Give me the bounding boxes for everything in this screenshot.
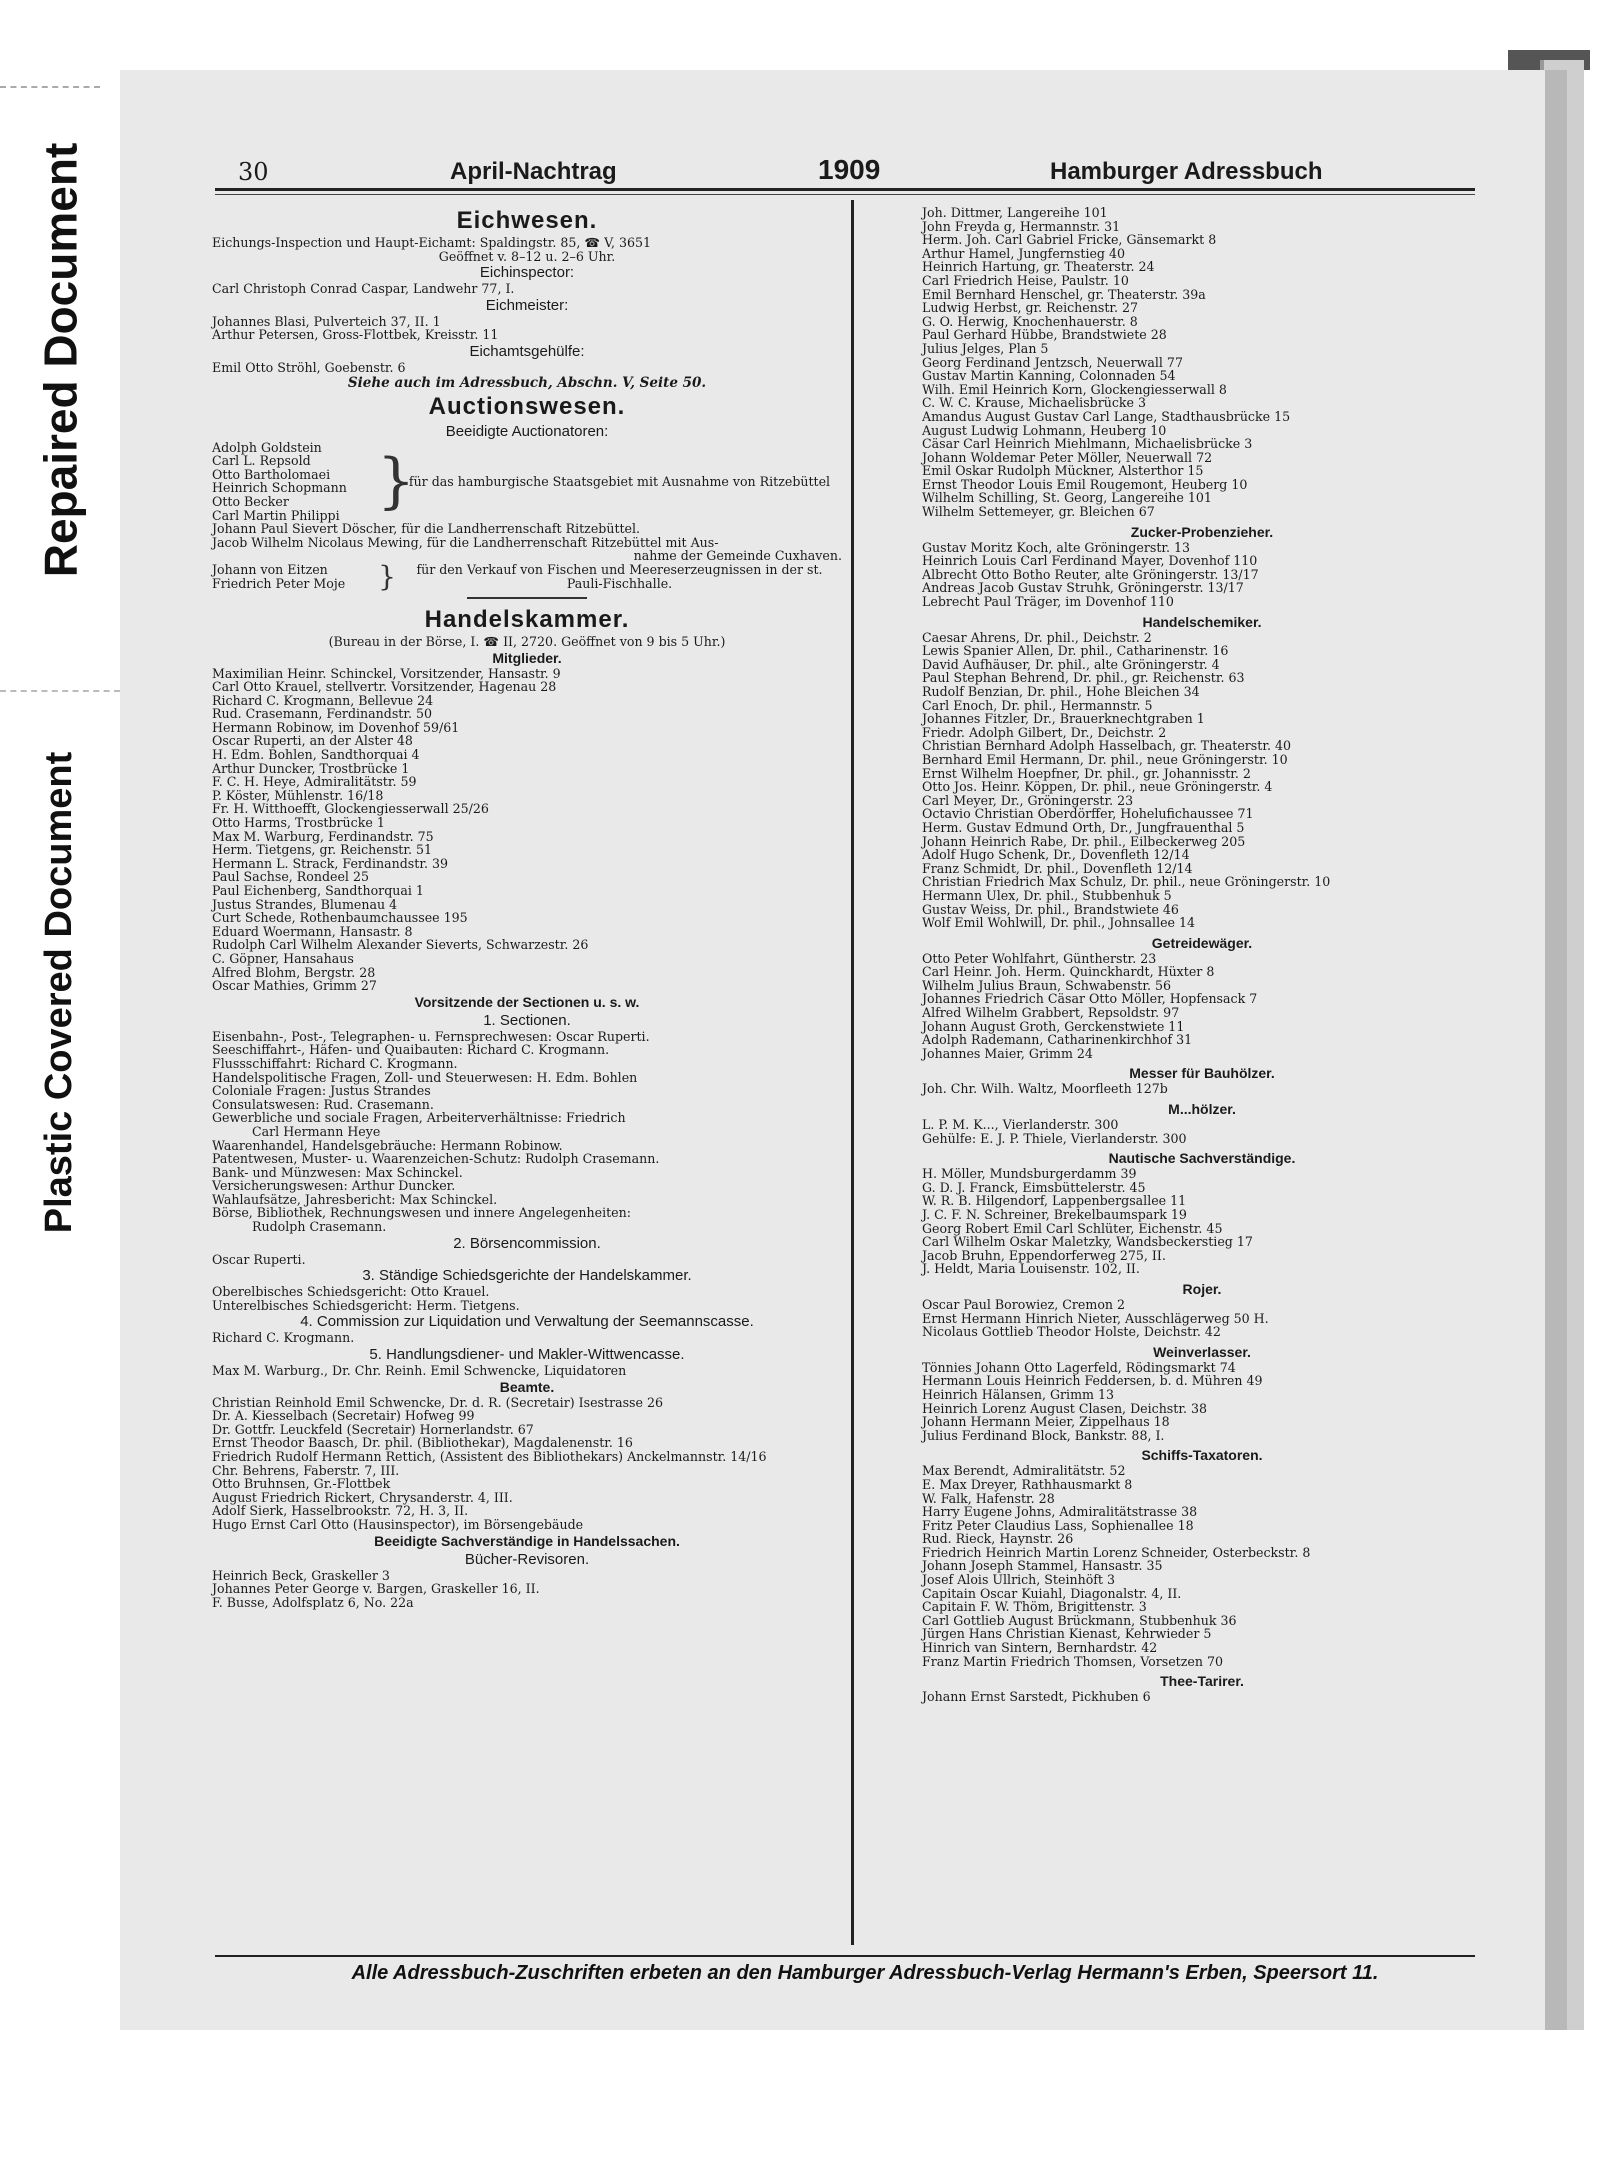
listing-entry: Richard C. Krogmann, Bellevue 24 — [212, 692, 434, 708]
listing-entry: Emil Bernhard Henschel, gr. Theaterstr. 39a — [922, 286, 1206, 302]
listing-entry: Dr. A. Kiesselbach (Secretair) Hofweg 99 — [212, 1408, 475, 1424]
listing-entry: Arthur Petersen, Gross-Flottbek, Kreisstr. 11 — [212, 327, 499, 343]
listing-entry: Heinrich Hälansen, Grimm 13 — [922, 1386, 1114, 1402]
listing-entry: C. W. C. Krause, Michaelisbrücke 3 — [922, 395, 1147, 411]
subsection-heading: Eichmeister: — [485, 296, 569, 314]
listing-entry: Albrecht Otto Botho Reuter, alte Gröningerstr. 13/17 — [922, 566, 1259, 582]
listing-entry: Max M. Warburg., Dr. Chr. Reinh. Emil Schwencke, Liquidatoren — [212, 1363, 627, 1379]
listing-entry: Handelspolitische Fragen, Zoll- und Steuerwesen: H. Edm. Bohlen — [212, 1069, 638, 1085]
right-column — [922, 206, 1482, 1704]
subsection-heading: 5. Handlungsdiener- und Makler-Wittwencasse. — [369, 1346, 685, 1364]
listing-entry: Johannes Blasi, Pulverteich 37, II. 1 — [212, 313, 441, 329]
listing-entry: Arthur Hamel, Jungfernstieg 40 — [922, 245, 1126, 261]
listing-entry: Capitain F. W. Thöm, Brigittenstr. 3 — [922, 1599, 1147, 1615]
listing-entry: Oscar Mathies, Grimm 27 — [212, 978, 377, 994]
listing-entry: Heinrich Hartung, gr. Theaterstr. 24 — [922, 259, 1155, 275]
brace-mark: } — [377, 446, 416, 517]
listing-entry: Justus Strandes, Blumenau 4 — [212, 896, 398, 912]
brace-mark: } — [378, 559, 396, 593]
side-label-text: Plastic Covered Document — [38, 751, 81, 1233]
listing-entry: Wilhelm Julius Braun, Schwabenstr. 56 — [922, 977, 1172, 993]
listing-entry: Waarenhandel, Handelsgebräuche: Hermann Robinow. — [212, 1137, 563, 1153]
listing-entry: Cäsar Carl Heinrich Miehlmann, Michaelisbrücke 3 — [922, 436, 1253, 452]
listing-entry: Alfred Blohm, Bergstr. 28 — [212, 964, 376, 980]
listing-entry: Franz Martin Friedrich Thomsen, Vorsetzen 70 — [922, 1653, 1223, 1669]
listing-entry: Bank- und Münzwesen: Max Schinckel. — [212, 1164, 463, 1180]
category-heading: M...hölzer. — [1168, 1101, 1236, 1118]
listing-entry: Emil Oskar Rudolph Mückner, Alsterthor 15 — [922, 463, 1204, 479]
listing-entry: Johann Ernst Sarstedt, Pickhuben 6 — [922, 1689, 1151, 1705]
listing-entry: Johannes Peter George v. Bargen, Graskeller 16, II. — [212, 1581, 540, 1597]
group-heading: Beamte. — [499, 1378, 555, 1395]
group-heading: Vorsitzende der Sectionen u. s. w. — [414, 993, 640, 1010]
category-heading: Weinverlasser. — [1153, 1343, 1251, 1360]
listing-entry: Adolph Goldstein — [212, 439, 322, 455]
listing-entry: Adolph Rademann, Catharinenkirchhof 31 — [922, 1032, 1193, 1048]
listing-entry: Fritz Peter Claudius Lass, Sophienallee 18 — [922, 1517, 1194, 1533]
listing-entry: Paul Sachse, Rondeel 25 — [212, 869, 369, 885]
section-heading: Auctionswesen. — [428, 392, 626, 420]
listing-entry: Joh. Chr. Wilh. Waltz, Moorfleeth 127b — [922, 1081, 1168, 1097]
name-list — [212, 441, 377, 523]
listing-entry: David Aufhäuser, Dr. phil., alte Gröningerstr. 4 — [922, 656, 1220, 672]
name-list — [212, 563, 377, 590]
listing-entry: Capitain Oscar Kuiahl, Diagonalstr. 4, II. — [922, 1585, 1182, 1601]
listing-entry: F. Busse, Adolfsplatz 6, No. 22a — [212, 1594, 414, 1610]
group-heading: Beeidigte Sachverständige in Handelssachen. — [374, 1532, 680, 1549]
listing-entry: J. C. F. N. Schreiner, Brekelbaumspark 19 — [922, 1207, 1187, 1222]
category-heading: Handelschemiker. — [1142, 613, 1262, 630]
listing-entry: Oscar Ruperti, an der Alster 48 — [212, 733, 413, 749]
listing-entry: Adolf Sierk, Hasselbrookstr. 72, H. 3, II. — [212, 1503, 469, 1519]
listing-entry: Tönnies Johann Otto Lagerfeld, Rödingsmarkt 74 — [922, 1359, 1236, 1375]
listing-entry: Carl Martin Philippi — [212, 507, 340, 523]
listing-entry: August Friedrich Rickert, Chrysanderstr. 4, III. — [212, 1489, 513, 1505]
listing-entry: Carl Gottlieb August Brückmann, Stubbenhuk 36 — [922, 1612, 1237, 1628]
subsection-heading: 2. Börsencommission. — [453, 1234, 601, 1252]
header-rule-thin — [215, 194, 1475, 195]
listing-entry: Johannes Maier, Grimm 24 — [922, 1045, 1093, 1061]
subsection-heading: Beeidigte Auctionatoren: — [445, 422, 609, 440]
footer-notice: Alle Adressbuch-Zuschriften erbeten an den Hamburger Adressbuch-Verlag Hermann's Erben, Speersort 11. — [351, 1962, 1379, 1984]
listing-entry: Herm. Joh. Carl Gabriel Fricke, Gänsemarkt 8 — [922, 232, 1217, 248]
listing-entry: J. Heldt, Maria Louisenstr. 102, II. — [922, 1261, 1140, 1277]
listing-entry: Carl Friedrich Heise, Paulstr. 10 — [922, 272, 1129, 288]
listing-entry: Gustav Weiss, Dr. phil., Brandstwiete 46 — [922, 901, 1179, 917]
listing-entry: Gehülfe: E. J. P. Thiele, Vierlanderstr. 300 — [922, 1130, 1187, 1146]
group-heading: Mitglieder. — [492, 649, 562, 666]
listing-entry: Dr. Gottfr. Leuckfeld (Secretair) Hornerlandstr. 67 — [212, 1421, 534, 1437]
listing-entry: Hinrich van Sintern, Bernhardstr. 42 — [922, 1640, 1158, 1656]
listing-entry: Rudolph Crasemann. — [252, 1219, 387, 1235]
category-heading: Nautische Sachverständige. — [1108, 1150, 1296, 1167]
listing-entry: Jacob Wilhelm Nicolaus Mewing, für die Landherrenschaft Ritzebüttel mit Aus- — [212, 534, 719, 550]
listing-entry: Johann Hermann Meier, Zippelhaus 18 — [922, 1414, 1170, 1430]
listing-entry: Friedrich Rudolf Hermann Rettich, (Assistent des Bibliothekars) Anckelmannstr. 14/16 — [212, 1449, 767, 1464]
brace-group — [212, 441, 842, 523]
listing-entry: Börse, Bibliothek, Rechnungswesen und innere Angelegenheiten: — [212, 1205, 631, 1221]
listing-entry: Amandus August Gustav Carl Lange, Stadthausbrücke 15 — [922, 408, 1291, 424]
centered-note: (Bureau in der Börse, I. ☎ II, 2720. Geöffnet von 9 bis 5 Uhr.) — [328, 633, 726, 649]
listing-entry: Heinrich Lorenz August Clasen, Deichstr. 38 — [922, 1400, 1208, 1416]
listing-entry: Joh. Dittmer, Langereihe 101 — [922, 205, 1108, 220]
side-label-text: Repaired Document — [34, 142, 86, 578]
divider — [467, 597, 587, 599]
listing-entry: Georg Robert Emil Carl Schlüter, Eichenstr. 45 — [922, 1220, 1223, 1236]
listing-entry: Lebrecht Paul Träger, im Dovenhof 110 — [922, 594, 1174, 610]
listing-entry: Johann von Eitzen — [212, 562, 328, 578]
category-heading: Zucker-Probenzieher. — [1130, 523, 1274, 540]
listing-entry: Otto Bruhnsen, Gr.-Flottbek — [212, 1476, 391, 1492]
listing-entry: L. P. M. K..., Vierlanderstr. 300 — [922, 1117, 1119, 1133]
listing-entry: Julius Ferdinand Block, Bankstr. 88, I. — [922, 1427, 1165, 1443]
listing-entry: Julius Jelges, Plan 5 — [922, 340, 1049, 356]
listing-entry: Lewis Spanier Allen, Dr. phil., Catharinenstr. 16 — [922, 643, 1229, 659]
listing-entry: Rudolph Carl Wilhelm Alexander Sieverts, Schwarzestr. 26 — [212, 937, 589, 953]
listing-entry: Heinrich Louis Carl Ferdinand Mayer, Dovenhof 110 — [922, 553, 1258, 569]
category-heading: Rojer. — [1182, 1280, 1222, 1297]
header-left: April-Nachtrag — [450, 158, 617, 185]
subsection-heading: 3. Ständige Schiedsgerichte der Handelskammer. — [362, 1267, 692, 1285]
category-heading: Thee-Tarirer. — [1160, 1673, 1244, 1690]
listing-entry: Harry Eugene Johns, Admiralitätstrasse 38 — [922, 1504, 1198, 1520]
subsection-heading: 1. Sectionen. — [483, 1011, 571, 1029]
category-heading: Getreidewäger. — [1151, 934, 1253, 951]
listing-entry: Octavio Christian Oberdörffer, Hohelufichaussee 71 — [922, 806, 1254, 822]
category-heading: Schiffs-Taxatoren. — [1141, 1447, 1263, 1464]
header-year: 1909 — [818, 154, 881, 185]
listing-entry: Versicherungswesen: Arthur Duncker. — [212, 1178, 456, 1194]
listing-entry: Maximilian Heinr. Schinckel, Vorsitzender, Hansastr. 9 — [212, 665, 561, 681]
left-column — [212, 206, 842, 1609]
listing-entry: Oberelbisches Schiedsgericht: Otto Krauel. — [212, 1284, 490, 1300]
side-label-plastic — [0, 690, 120, 1292]
listing-entry: Herm. Gustav Edmund Orth, Dr., Jungfrauenthal 5 — [922, 819, 1245, 835]
listing-entry: Rud. Rieck, Haynstr. 26 — [922, 1531, 1074, 1547]
subsection-heading: Eichinspector: — [479, 264, 575, 282]
listing-entry: Richard C. Krogmann. — [212, 1330, 355, 1346]
listing-entry: Georg Ferdinand Jentzsch, Neuerwall 77 — [922, 354, 1183, 370]
listing-entry: Consulatswesen: Rud. Crasemann. — [212, 1096, 434, 1112]
listing-entry: Friedr. Adolph Gilbert, Dr., Deichstr. 2 — [922, 724, 1167, 740]
listing-entry: Ernst Theodor Louis Emil Rougemont, Heuberg 10 — [922, 476, 1248, 492]
brace-group — [212, 559, 842, 593]
footer-rule — [215, 1955, 1475, 1957]
section-heading: Eichwesen. — [456, 207, 598, 234]
listing-entry: Ludwig Herbst, gr. Reichenstr. 27 — [922, 300, 1139, 316]
listing-entry: Otto Bartholomaei — [212, 466, 331, 482]
centered-note: Geöffnet v. 8–12 u. 2–6 Uhr. — [438, 248, 616, 264]
listing-entry: Johann Joseph Stammel, Hansastr. 35 — [922, 1558, 1163, 1574]
listing-entry: Oscar Paul Borowiez, Cremon 2 — [922, 1296, 1126, 1312]
subsection-heading: 4. Commission zur Liquidation und Verwaltung der Seemannscasse. — [300, 1313, 754, 1331]
listing-entry: Seeschiffahrt-, Häfen- und Quaibauten: Richard C. Krogmann. — [212, 1042, 610, 1058]
listing-entry: Carl Christoph Conrad Caspar, Landwehr 77, I. — [212, 281, 515, 297]
listing-entry: Emil Otto Ströhl, Goebenstr. 6 — [212, 359, 406, 375]
listing-entry: W. R. B. Hilgendorf, Lappenbergsallee 11 — [922, 1193, 1187, 1209]
listing-entry: Nicolaus Gottlieb Theodor Holste, Deichstr. 42 — [922, 1324, 1221, 1340]
listing-entry: Heinrich Schopmann — [212, 480, 347, 496]
listing-entry: Otto Harms, Trostbrücke 1 — [212, 815, 385, 831]
listing-entry: Wilhelm Schilling, St. Georg, Langereihe 101 — [922, 490, 1212, 506]
listing-entry: Gewerbliche und sociale Fragen, Arbeiterverhältnisse: Friedrich — [212, 1110, 626, 1126]
column-divider — [851, 200, 854, 1945]
listing-entry: Johannes Fitzler, Dr., Brauerknechtgraben 1 — [922, 711, 1205, 727]
listing-entry: Franz Schmidt, Dr. phil., Dovenfleth 12/14 — [922, 860, 1193, 876]
listing-entry: Christian Friedrich Max Schulz, Dr. phil., neue Gröningerstr. 10 — [922, 874, 1331, 890]
listing-entry: Unterelbisches Schiedsgericht: Herm. Tietgens. — [212, 1297, 520, 1313]
listing-entry: Johann Woldemar Peter Möller, Neuerwall 72 — [922, 449, 1213, 465]
header-rule — [215, 188, 1475, 191]
listing-entry: Max M. Warburg, Ferdinandstr. 75 — [212, 828, 434, 844]
listing-entry: August Ludwig Lohmann, Heuberg 10 — [922, 422, 1167, 438]
listing-entry: Ernst Theodor Baasch, Dr. phil. (Bibliothekar), Magdalenenstr. 16 — [212, 1435, 633, 1451]
listing-entry: Rud. Crasemann, Ferdinandstr. 50 — [212, 706, 433, 722]
listing-entry: Hermann Louis Heinrich Feddersen, b. d. Mühren 49 — [922, 1373, 1263, 1389]
listing-entry: Ernst Wilhelm Hoepfner, Dr. phil., gr. Johannisstr. 2 — [922, 765, 1251, 781]
listing-entry: Friedrich Heinrich Martin Lorenz Schneider, Osterbeckstr. 8 — [922, 1544, 1311, 1560]
listing-entry: Christian Bernhard Adolph Hasselbach, gr. Theaterstr. 40 — [922, 738, 1291, 754]
listing-entry: Carl Otto Krauel, stellvertr. Vorsitzender, Hagenau 28 — [212, 679, 557, 695]
listing-entry: P. Köster, Mühlenstr. 16/18 — [212, 787, 384, 803]
listing-entry: Andreas Jacob Gustav Struhk, Gröningerstr. 13/17 — [922, 580, 1244, 596]
listing-entry: Hugo Ernst Carl Otto (Hausinspector), im Börsengebäude — [212, 1516, 584, 1532]
listing-entry: Jürgen Hans Christian Kienast, Kehrwieder 5 — [922, 1626, 1212, 1642]
listing-entry: Paul Eichenberg, Sandthorquai 1 — [212, 883, 424, 898]
listing-entry: Chr. Behrens, Faberstr. 7, III. — [212, 1462, 400, 1478]
listing-entry: G. D. J. Franck, Eimsbüttelerstr. 45 — [922, 1179, 1146, 1195]
listing-entry: Eisenbahn-, Post-, Telegraphen- u. Fernsprechwesen: Oscar Ruperti. — [212, 1028, 650, 1044]
side-label-repaired — [0, 80, 120, 640]
listing-entry: Herm. Tietgens, gr. Reichenstr. 51 — [212, 842, 433, 858]
category-heading: Messer für Bauhölzer. — [1129, 1065, 1275, 1082]
listing-entry: Coloniale Fragen: Justus Strandes — [212, 1083, 431, 1099]
listing-entry: Otto Becker — [212, 493, 289, 509]
listing-entry: Arthur Duncker, Trostbrücke 1 — [212, 760, 410, 776]
listing-entry: Johann August Groth, Gerckenstwiete 11 — [922, 1018, 1185, 1034]
listing-entry: Carl Enoch, Dr. phil., Hermannstr. 5 — [922, 697, 1153, 713]
listing-entry: Alfred Wilhelm Grabbert, Repsoldstr. 97 — [922, 1005, 1180, 1021]
listing-entry: Josef Alois Ullrich, Steinhöft 3 — [922, 1572, 1116, 1588]
listing-entry: E. Max Dreyer, Rathhausmarkt 8 — [922, 1476, 1133, 1492]
listing-entry: Gustav Moritz Koch, alte Gröningerstr. 13 — [922, 539, 1191, 555]
listing-entry: Hermann Ulex, Dr. phil., Stubbenhuk 5 — [922, 887, 1172, 903]
listing-entry: Friedrich Peter Moje — [212, 575, 346, 591]
listing-entry: Christian Reinhold Emil Schwencke, Dr. d. R. (Secretair) Isestrasse 26 — [212, 1394, 664, 1410]
listing-entry: Bernhard Emil Hermann, Dr. phil., neue Gröningerstr. 10 — [922, 751, 1288, 767]
listing-entry: Caesar Ahrens, Dr. phil., Deichstr. 2 — [922, 629, 1152, 645]
listing-entry: Heinrich Beck, Graskeller 3 — [212, 1567, 390, 1583]
listing-entry: Curt Schede, Rothenbaumchaussee 195 — [212, 910, 468, 926]
listing-entry: Rudolf Benzian, Dr. phil., Hohe Bleichen 34 — [922, 684, 1200, 699]
listing-entry: W. Falk, Hafenstr. 28 — [922, 1490, 1055, 1506]
listing-entry: G. O. Herwig, Knochenhauerstr. 8 — [922, 313, 1138, 329]
listing-entry: Paul Gerhard Hübbe, Brandstwiete 28 — [922, 327, 1167, 343]
listing-entry: Wilhelm Settemeyer, gr. Bleichen 67 — [922, 504, 1155, 520]
listing-entry: Ernst Hermann Hinrich Nieter, Ausschlägerweg 50 H. — [922, 1310, 1269, 1326]
page-number: 30 — [238, 158, 269, 186]
header-right: Hamburger Adressbuch — [1050, 158, 1323, 185]
listing-entry: Flussschiffahrt: Richard C. Krogmann. — [212, 1055, 458, 1071]
listing-entry: Otto Peter Wohlfahrt, Güntherstr. 23 — [922, 950, 1157, 966]
listing-entry: H. Edm. Bohlen, Sandthorquai 4 — [212, 747, 420, 763]
listing-entry: Wolf Emil Wohlwill, Dr. phil., Johnsallee 14 — [922, 915, 1196, 931]
listing-entry: Jacob Bruhn, Eppendorferweg 275, II. — [922, 1247, 1166, 1263]
listing-entry: Gustav Martin Kanning, Colonnaden 54 — [922, 368, 1176, 384]
listing-entry: Carl Wilhelm Oskar Maletzky, Wandsbeckerstieg 17 — [922, 1234, 1253, 1250]
listing-entry: Max Berendt, Admiralitätstr. 52 — [922, 1463, 1126, 1479]
listing-entry: Carl Meyer, Dr., Gröningerstr. 23 — [922, 792, 1134, 808]
cross-reference: Siehe auch im Adressbuch, Abschn. V, Seite 50. — [347, 374, 707, 391]
listing-entry: John Freyda g, Hermannstr. 31 — [922, 218, 1121, 234]
listing-entry: Paul Stephan Behrend, Dr. phil., gr. Reichenstr. 63 — [922, 670, 1245, 686]
listing-entry: Eichungs-Inspection und Haupt-Eichamt: Spaldingstr. 85, ☎ V, 3651 — [212, 235, 652, 250]
listing-entry: Hermann Robinow, im Dovenhof 59/61 — [212, 719, 460, 735]
listing-entry: H. Möller, Mundsburgerdamm 39 — [922, 1166, 1137, 1182]
listing-entry: Hermann L. Strack, Ferdinandstr. 39 — [212, 855, 449, 871]
listing-entry: Carl Heinr. Joh. Herm. Quinckhardt, Hüxter 8 — [922, 964, 1215, 980]
brace-description: für den Verkauf von Fischen und Meereserzeugnissen in der st. Pauli-Fischhalle. — [416, 562, 823, 591]
listing-entry: F. C. H. Heye, Admiralitätstr. 59 — [212, 774, 417, 790]
section-heading: Handelskammer. — [424, 605, 630, 633]
listing-entry: Adolf Hugo Schenk, Dr., Dovenfleth 12/14 — [922, 847, 1190, 863]
listing-entry: Johann Paul Sievert Döscher, für die Landherrenschaft Ritzebüttel. — [212, 521, 641, 537]
listing-entry: Patentwesen, Muster- u. Waarenzeichen-Schutz: Rudolph Crasemann. — [212, 1151, 660, 1167]
listing-entry: Otto Jos. Heinr. Köppen, Dr. phil., neue Gröningerstr. 4 — [922, 779, 1273, 795]
listing-entry: Oscar Ruperti. — [212, 1251, 306, 1267]
listing-entry: Johann Heinrich Rabe, Dr. phil., Eilbeckerweg 205 — [922, 833, 1246, 849]
listing-entry: Wilh. Emil Heinrich Korn, Glockengiesserwall 8 — [922, 381, 1227, 397]
listing-entry: Carl L. Repsold — [212, 453, 311, 469]
brace-description: für das hamburgische Staatsgebiet mit Ausnahme von Ritzebüttel — [408, 473, 831, 489]
listing-entry: Wahlaufsätze, Jahresbericht: Max Schinckel. — [212, 1191, 498, 1207]
listing-entry: C. Göpner, Hansahaus — [212, 950, 354, 966]
listing-entry: Eduard Woermann, Hansastr. 8 — [212, 923, 413, 939]
listing-entry: nahme der Gemeinde Cuxhaven. — [633, 548, 842, 564]
subsection-heading: Bücher-Revisoren. — [464, 1550, 590, 1568]
listing-entry: Johannes Friedrich Cäsar Otto Möller, Hopfensack 7 — [922, 991, 1258, 1007]
listing-entry: Fr. H. Witthoefft, Glockengiesserwall 25/26 — [212, 801, 489, 817]
listing-entry: Carl Hermann Heye — [252, 1123, 381, 1139]
subsection-heading: Eichamtsgehülfe: — [469, 342, 585, 360]
